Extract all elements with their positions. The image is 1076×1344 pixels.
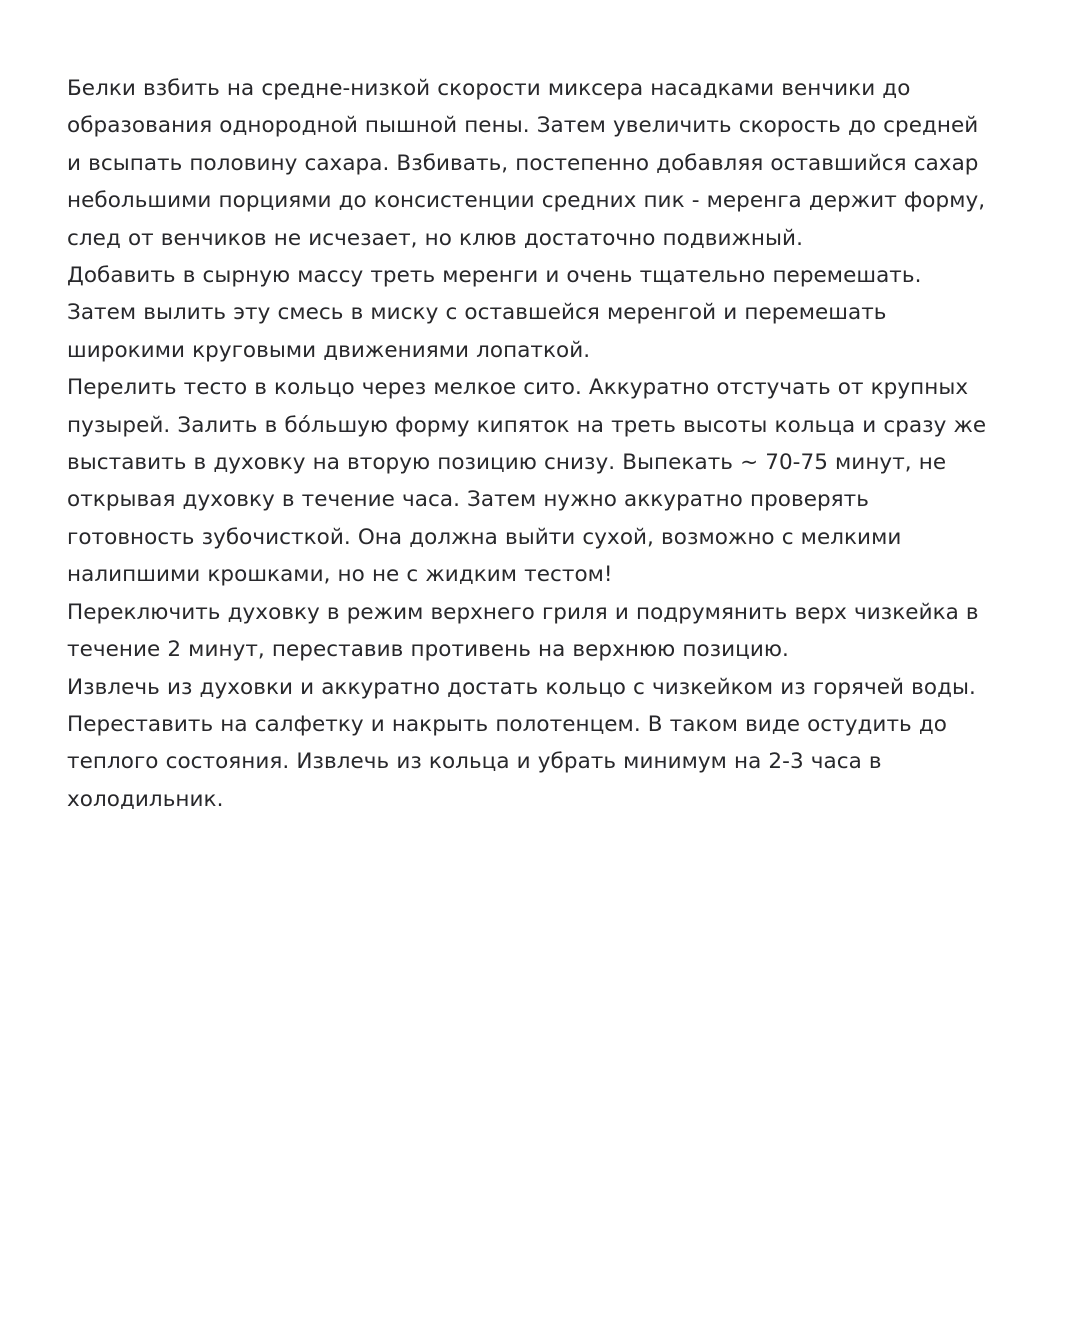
paragraph-baking: Перелить тесто в кольцо через мелкое сито. Аккуратно отстучать от крупных пузырей. Залить в бо́льшую форму кипяток на треть высоты кольца и сразу же выставить в духовку на вторую позицию снизу. Выпекать ~ 70-75 минут, не открывая духовку в течение часа. Затем нужно аккуратно проверять готовность зубочисткой. Она должна выйти сухой, возможно с мелкими налипшими крошками, но не с жидким тестом! — [67, 375, 987, 588]
document-text-body — [67, 70, 995, 818]
paragraph-cooling-and-chilling: Переставить на салфетку и накрыть полотенцем. В таком виде остудить до теплого состояния. Извлечь из кольца и убрать минимум на 2-3 часа в холодильник. — [67, 711, 947, 812]
paragraph-folding-meringue: Добавить в сырную массу треть меренги и очень тщательно перемешать. Затем вылить эту смесь в миску с оставшейся меренгой и перемешать широкими круговыми движениями лопаткой. — [67, 263, 922, 363]
paragraph-removing-from-oven: Извлечь из духовки и аккуратно достать кольцо с чизкейком из горячей воды. — [67, 674, 976, 700]
paragraph-grill-browning: Переключить духовку в режим верхнего гриля и подрумянить верх чизкейка в течение 2 минут, переставив противень на верхнюю позицию. — [67, 599, 979, 663]
paragraph-meringue-whipping: Белки взбить на средне-низкой скорости миксера насадками венчики до образования однородной пышной пены. Затем увеличить скорость до средней и всыпать половину сахара. Взбивать, постепенно добавляя оставшийся сахар небольшими порциями до консистенции средних пик - меренга держит форму, след от венчиков не исчезает, но клюв достаточно подвижный. — [67, 76, 986, 251]
